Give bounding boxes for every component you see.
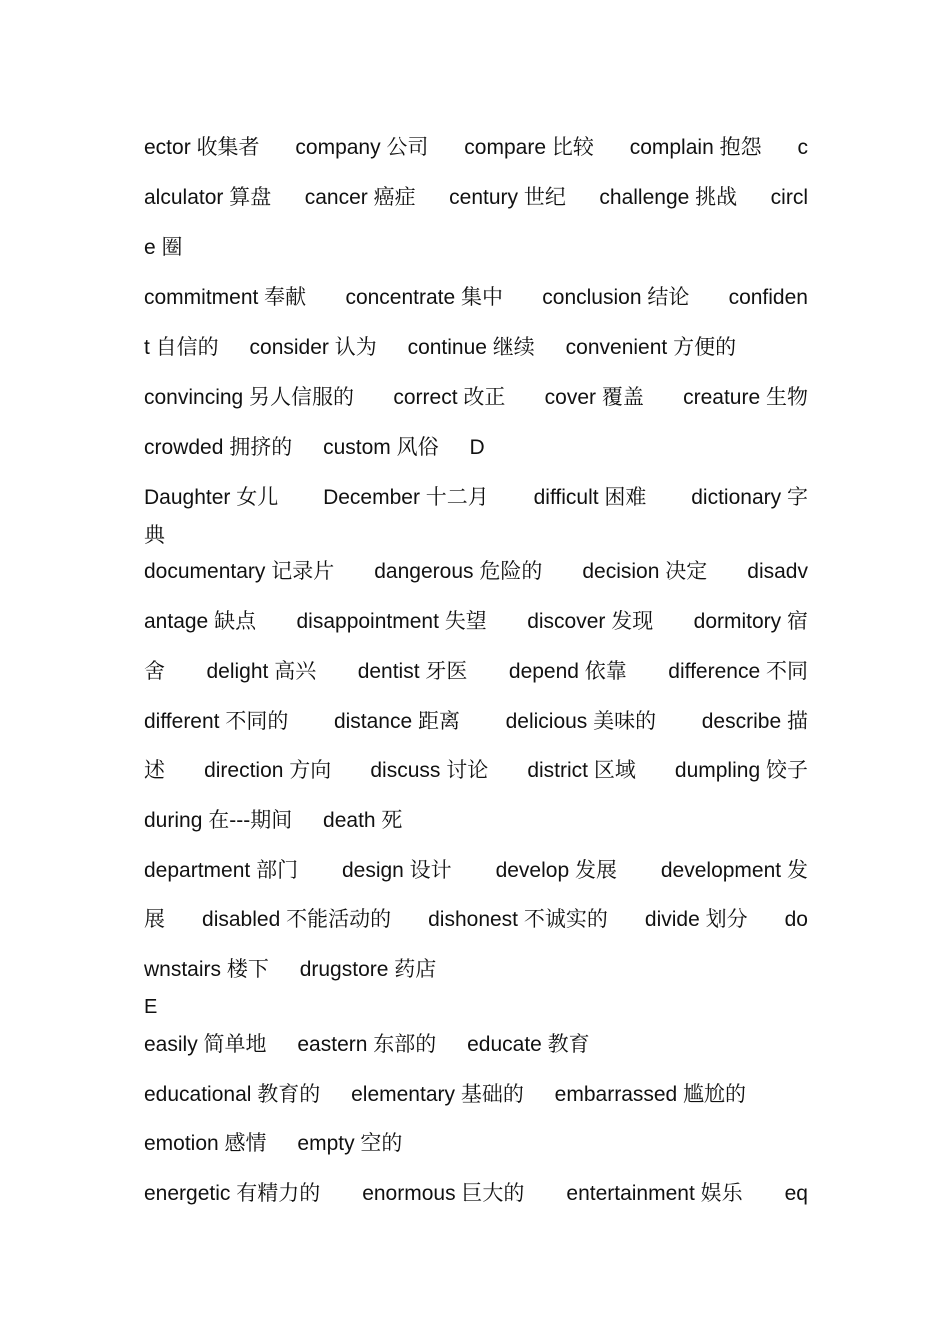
vocab-entry: embarrassed 尴尬的 xyxy=(554,1083,747,1106)
section-heading-d: D xyxy=(469,436,485,459)
vocab-entry: dumpling 饺子 xyxy=(674,759,808,782)
vocab-entry: circl xyxy=(770,186,808,209)
vocab-line xyxy=(144,184,808,212)
vocab-entry: compare 比较 xyxy=(464,136,594,159)
vocab-line xyxy=(144,434,808,462)
vocab-entry: discuss 讨论 xyxy=(370,759,489,782)
vocab-line xyxy=(144,134,808,162)
vocab-line xyxy=(144,234,808,262)
vocab-entry: disadv xyxy=(747,560,808,583)
vocab-line xyxy=(144,658,808,686)
vocab-line xyxy=(144,284,808,312)
vocab-entry: alculator 算盘 xyxy=(144,186,272,209)
vocab-line xyxy=(144,1130,808,1158)
vocab-entry: divide 划分 xyxy=(644,908,748,931)
vocab-line xyxy=(144,558,808,586)
vocab-entry: cover 覆盖 xyxy=(544,386,644,409)
vocab-line xyxy=(144,522,808,550)
vocab-line xyxy=(144,1081,808,1109)
vocab-entry: c xyxy=(797,136,808,159)
vocab-entry: eq xyxy=(784,1182,808,1205)
vocab-entry: custom 风俗 xyxy=(323,436,439,459)
vocab-entry: eastern 东部的 xyxy=(297,1033,437,1056)
vocab-entry: describe 描 xyxy=(701,710,808,733)
vocab-entry: dentist 牙医 xyxy=(357,660,468,683)
vocab-entry: challenge 挑战 xyxy=(599,186,738,209)
vocab-entry: department 部门 xyxy=(144,859,299,882)
vocab-entry: convenient 方便的 xyxy=(565,336,737,359)
vocab-entry: ector 收集者 xyxy=(144,136,260,159)
vocab-entry: dormitory 宿 xyxy=(693,610,808,633)
vocab-entry: empty 空的 xyxy=(297,1132,403,1155)
vocab-entry: continue 继续 xyxy=(407,336,535,359)
vocab-entry: commitment 奉献 xyxy=(144,286,307,309)
vocab-line xyxy=(144,708,808,736)
vocab-line xyxy=(144,757,808,785)
vocab-entry: conclusion 结论 xyxy=(542,286,690,309)
vocab-entry: dictionary 字 xyxy=(691,486,808,509)
vocab-entry: entertainment 娱乐 xyxy=(566,1182,743,1205)
vocab-entry: confiden xyxy=(728,286,808,309)
vocab-entry: decision 决定 xyxy=(582,560,708,583)
vocab-entry: disappointment 失望 xyxy=(296,610,487,633)
vocab-entry: century 世纪 xyxy=(449,186,566,209)
vocab-entry: delight 高兴 xyxy=(206,660,317,683)
vocab-entry: December 十二月 xyxy=(323,486,489,509)
vocab-entry: elementary 基础的 xyxy=(351,1083,524,1106)
vocab-line xyxy=(144,1031,808,1059)
vocab-entry: crowded 拥挤的 xyxy=(144,436,293,459)
vocab-entry: distance 距离 xyxy=(333,710,460,733)
vocab-entry: different 不同的 xyxy=(144,710,289,733)
vocab-entry: easily 简单地 xyxy=(144,1033,267,1056)
vocab-entry: difficult 困难 xyxy=(533,486,647,509)
vocab-entry: develop 发展 xyxy=(495,859,617,882)
vocab-entry: 展 xyxy=(144,908,165,931)
vocab-entry: concentrate 集中 xyxy=(345,286,504,309)
vocab-entry: creature 生物 xyxy=(683,386,808,409)
vocab-entry: educational 教育的 xyxy=(144,1083,321,1106)
vocab-entry: dangerous 危险的 xyxy=(374,560,543,583)
vocab-line xyxy=(144,807,808,835)
vocab-entry: district 区域 xyxy=(527,759,636,782)
vocab-entry: 述 xyxy=(144,759,165,782)
vocab-line xyxy=(144,906,808,934)
vocab-entry: e 圈 xyxy=(144,236,183,259)
vocab-entry: difference 不同 xyxy=(668,660,808,683)
vocab-entry: cancer 癌症 xyxy=(304,186,416,209)
vocab-entry: dishonest 不诚实的 xyxy=(428,908,608,931)
vocab-entry: convincing 另人信服的 xyxy=(144,386,355,409)
vocab-entry: 舍 xyxy=(144,660,165,683)
vocab-line xyxy=(144,857,808,885)
vocab-entry: depend 依靠 xyxy=(508,660,627,683)
vocab-entry: design 设计 xyxy=(341,859,452,882)
vocab-entry: during 在---期间 xyxy=(144,809,293,832)
vocab-entry: antage 缺点 xyxy=(144,610,257,633)
vocab-entry: development 发 xyxy=(660,859,808,882)
vocab-entry: correct 改正 xyxy=(393,386,506,409)
vocab-entry: delicious 美味的 xyxy=(505,710,657,733)
vocab-entry: wnstairs 楼下 xyxy=(144,958,269,981)
vocab-entry: enormous 巨大的 xyxy=(362,1182,525,1205)
vocab-entry: t 自信的 xyxy=(144,336,219,359)
vocab-entry: disabled 不能活动的 xyxy=(202,908,392,931)
vocab-entry: complain 抱怨 xyxy=(629,136,762,159)
vocab-entry: Daughter 女儿 xyxy=(144,486,279,509)
vocab-line xyxy=(144,956,808,984)
vocab-line xyxy=(144,334,808,362)
vocab-entry: documentary 记录片 xyxy=(144,560,335,583)
vocab-entry: educate 教育 xyxy=(467,1033,590,1056)
section-heading-e: E xyxy=(144,996,158,1018)
vocab-entry: emotion 感情 xyxy=(144,1132,267,1155)
vocab-entry: company 公司 xyxy=(295,136,429,159)
vocab-entry: direction 方向 xyxy=(204,759,332,782)
vocab-entry: energetic 有精力的 xyxy=(144,1182,321,1205)
vocab-entry: death 死 xyxy=(323,809,403,832)
vocab-line xyxy=(144,384,808,412)
vocab-line xyxy=(144,484,808,512)
vocab-line xyxy=(144,1180,808,1208)
vocab-line xyxy=(144,608,808,636)
vocab-entry: discover 发现 xyxy=(527,610,654,633)
vocab-entry: do xyxy=(784,908,808,931)
vocab-entry: 典 xyxy=(144,524,165,547)
vocab-entry: drugstore 药店 xyxy=(299,958,437,981)
vocab-entry: consider 认为 xyxy=(249,336,377,359)
